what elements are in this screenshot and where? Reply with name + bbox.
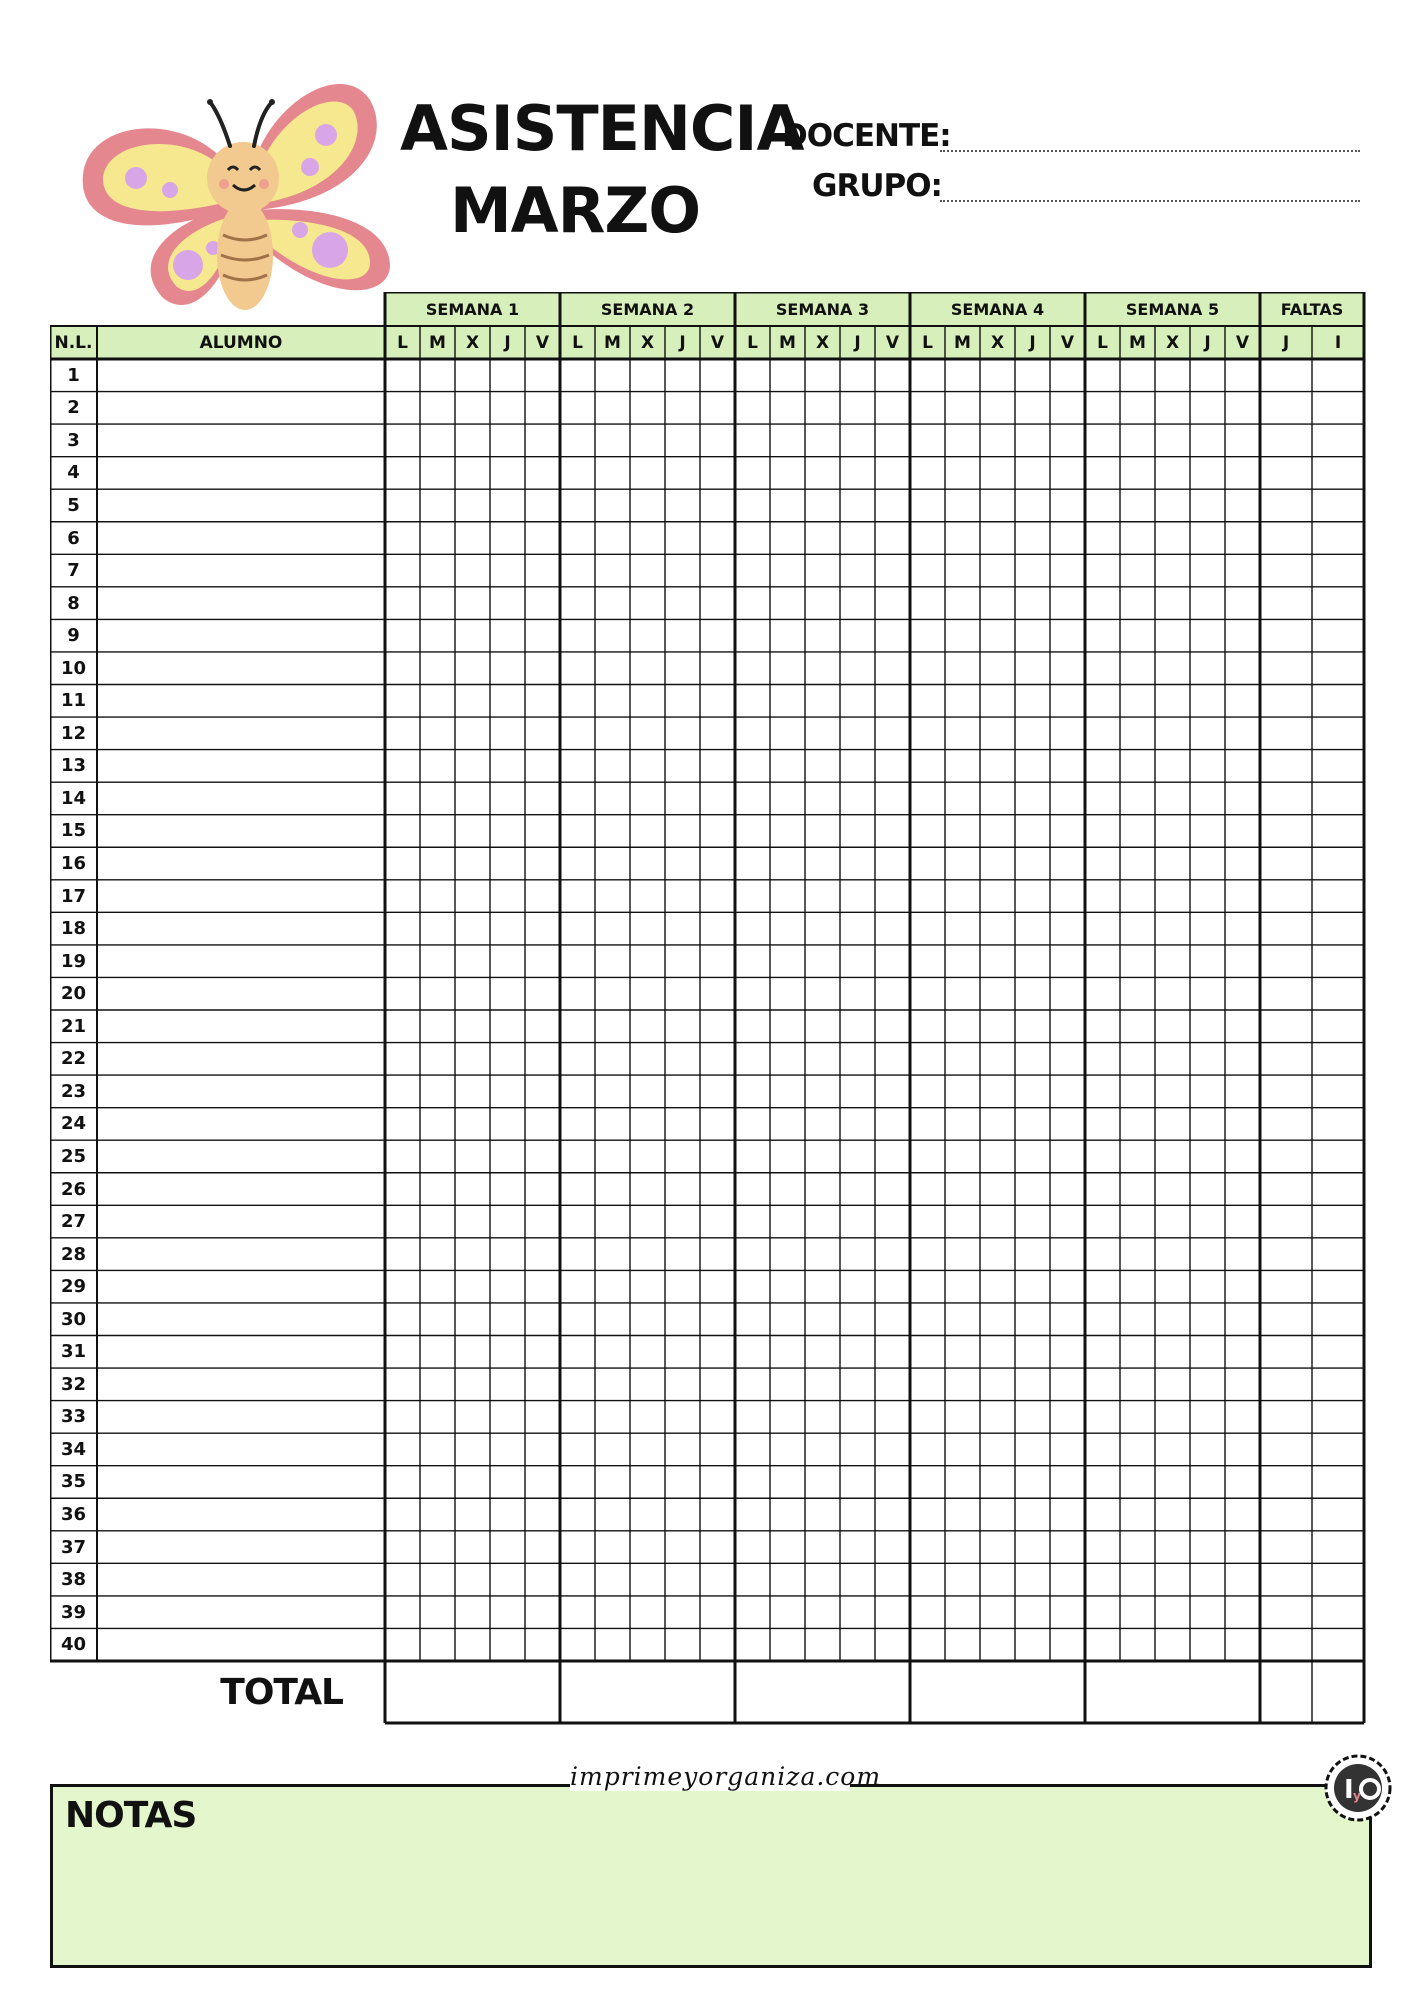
row-number: 34 [60,1438,87,1460]
day-header-X: X [640,332,655,353]
day-header-J: J [504,332,511,353]
day-header-L: L [747,332,758,353]
day-header-V: V [885,332,900,353]
butterfly-illustration [78,60,398,320]
day-header-J: J [854,332,861,353]
day-header-V: V [1060,332,1075,353]
day-header-M: M [604,332,621,353]
row-number: 13 [60,755,87,777]
docente-field[interactable] [940,150,1360,152]
row-number: 31 [60,1341,87,1363]
notes-title: NOTAS [65,1795,197,1836]
row-number: 18 [60,918,87,940]
week-header-3: SEMANA 3 [775,299,870,319]
row-number: 4 [67,462,80,484]
row-number: 10 [60,657,87,679]
grupo-label: GRUPO: [812,168,942,204]
docente-label: DOCENTE: [782,118,951,154]
row-number: 25 [60,1145,87,1167]
row-number: 33 [60,1406,87,1428]
row-number: 19 [60,950,87,972]
week-header-2: SEMANA 2 [600,299,695,319]
faltas-header: FALTAS [1280,299,1344,319]
row-number: 5 [67,494,80,516]
svg-text:I: I [1344,1775,1354,1805]
alumno-header: ALUMNO [199,332,283,353]
day-header-L: L [1097,332,1108,353]
row-number: 16 [60,853,87,875]
svg-text:y: y [1353,1789,1361,1803]
faltas-subheader-I: I [1334,332,1342,353]
week-header-1: SEMANA 1 [425,299,520,319]
row-number: 1 [67,364,80,386]
row-number: 22 [60,1048,87,1070]
row-number: 35 [60,1471,87,1493]
title-line-1: ASISTENCIA [400,92,804,165]
day-header-L: L [572,332,583,353]
day-header-V: V [710,332,725,353]
grupo-field[interactable] [940,200,1360,202]
row-number: 32 [60,1373,87,1395]
day-header-M: M [954,332,971,353]
row-number: 12 [60,722,87,744]
row-number: 24 [60,1113,87,1135]
row-number: 15 [60,820,87,842]
nl-header: N.L. [54,332,93,353]
week-header-5: SEMANA 5 [1125,299,1220,319]
row-number: 38 [60,1569,87,1591]
row-number: 23 [60,1080,87,1102]
row-number: 21 [60,1015,87,1037]
row-number: 14 [60,787,87,809]
row-number: 3 [67,429,80,451]
faltas-subheader-J: J [1282,332,1290,353]
day-header-L: L [397,332,408,353]
iyo-logo-icon [1322,1752,1394,1824]
row-number: 20 [60,983,87,1005]
row-number: 11 [60,690,87,712]
row-number: 36 [60,1504,87,1526]
day-header-X: X [1165,332,1180,353]
row-number: 17 [60,885,87,907]
row-number: 26 [60,1178,87,1200]
row-number: 40 [60,1634,87,1656]
row-number: 6 [67,527,80,549]
day-header-L: L [922,332,933,353]
day-header-J: J [1204,332,1211,353]
row-number: 9 [67,625,80,647]
day-header-X: X [465,332,480,353]
row-number: 2 [67,397,80,419]
row-number: 8 [67,592,80,614]
notes-box[interactable] [50,1784,1372,1968]
row-number: 28 [60,1243,87,1265]
website-url: imprimeyorganiza.com [570,1762,882,1791]
page-title [400,88,804,252]
day-header-M: M [429,332,446,353]
day-header-V: V [1235,332,1250,353]
day-header-X: X [990,332,1005,353]
row-number: 37 [60,1536,87,1558]
total-label: TOTAL [220,1671,343,1713]
day-header-J: J [1029,332,1036,353]
row-number: 7 [67,560,80,582]
day-header-V: V [535,332,550,353]
row-number: 39 [60,1601,87,1623]
row-number: 29 [60,1276,87,1298]
row-number: 30 [60,1308,87,1330]
attendance-sheet [50,292,1370,1736]
week-header-4: SEMANA 4 [950,299,1045,319]
row-number: 27 [60,1211,87,1233]
day-header-M: M [779,332,796,353]
day-header-M: M [1129,332,1146,353]
attendance-grid [50,292,1370,1736]
title-line-2: MARZO [449,174,701,247]
day-header-X: X [815,332,830,353]
day-header-J: J [679,332,686,353]
